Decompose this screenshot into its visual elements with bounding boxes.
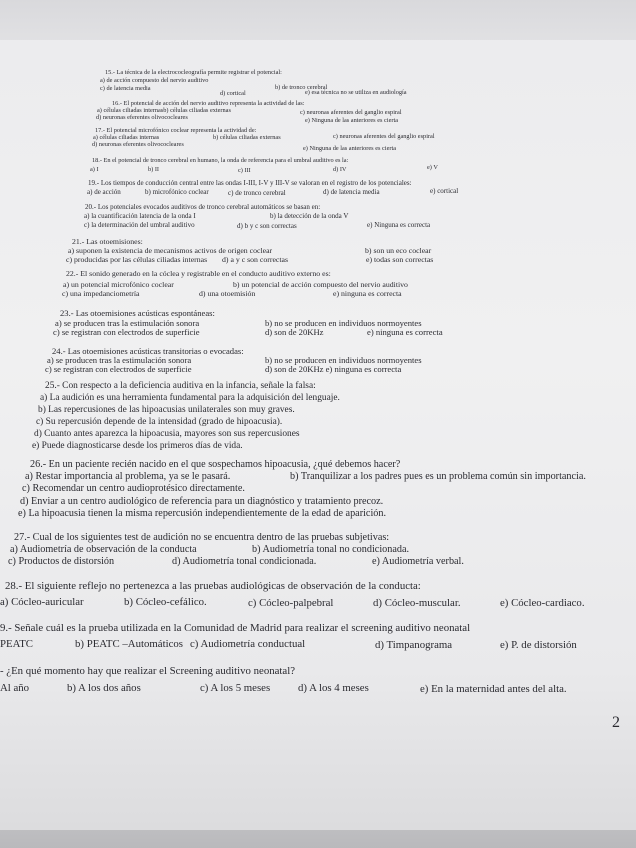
answer-option: e) todas son correctas	[366, 255, 434, 264]
answer-option: b) son un eco coclear	[365, 246, 432, 255]
answer-option: a) La audición es una herramienta fundamental para la adquisición del lenguaje.	[40, 393, 340, 403]
question-prompt: 28.- El siguiente reflejo no pertenezca a las pruebas audiológicas de observación de la conducta:	[5, 580, 421, 592]
answer-option: d) IV	[333, 166, 347, 173]
answer-option: d) A los 4 meses	[298, 682, 369, 694]
answer-option: b) Cócleo-cefálico.	[124, 596, 207, 608]
answer-option: a) células ciliadas internas	[93, 134, 160, 141]
answer-option: c) de latencia media	[100, 85, 151, 92]
answer-option: a) de acción	[87, 188, 121, 196]
answer-option: c) A los 5 meses	[200, 682, 271, 694]
answer-option: e) V	[427, 164, 438, 171]
answer-option: a) de acción compuesto del nervio auditivo	[100, 77, 209, 84]
answer-option: d) Enviar a un centro audiológico de referencia para un diagnóstico y tratamiento precoz.	[20, 496, 384, 507]
answer-option: b) un potencial de acción compuesto del nervio auditivo	[233, 280, 408, 289]
answer-option: c) Productos de distorsión	[8, 556, 115, 567]
question-prompt: - ¿En qué momento hay que realizar el Screening auditivo neonatal?	[0, 665, 295, 677]
question-prompt: 16.- El potencial de acción del nervio auditivo representa la actividad de las:	[112, 100, 305, 107]
question-prompt: 25.- Con respecto a la deficiencia auditiva en la infancia, señale la falsa:	[45, 381, 316, 391]
answer-option: b) II	[148, 166, 160, 173]
answer-option: c) III	[238, 167, 251, 174]
answer-option: e) Ninguna de las anteriores es cierta	[303, 145, 397, 152]
answer-option: e) La hipoacusia tienen la misma repercusión independientemente de la edad de aparición.	[18, 508, 387, 519]
answer-option: e) Ninguna es correcta	[367, 221, 431, 229]
question-prompt: 24.- Las otoemisiones acústicas transitorias o evocadas:	[52, 346, 244, 356]
answer-option: d) Audiometría tonal condicionada.	[172, 556, 317, 567]
question-prompt: 17.- El potencial microfónico coclear representa la actividad de:	[95, 127, 257, 134]
answer-option: b) PEATC –Automáticos	[75, 638, 183, 650]
answer-option: b) Tranquilizar a los padres pues es un problema común sin importancia.	[290, 471, 586, 482]
answer-option: a) suponen la existencia de mecanismos activos de origen coclear	[68, 246, 273, 255]
answer-option: e) Audiometría verbal.	[372, 556, 464, 567]
answer-option: a) se producen tras la estimulación sonora	[55, 318, 200, 328]
answer-option: c) de tronco cerebral	[228, 189, 286, 197]
answer-option: e) Cócleo-cardiaco.	[500, 597, 585, 609]
answer-option: e) Puede diagnosticarse desde los primeros días de vida.	[32, 441, 243, 451]
answer-option: a) Restar importancia al problema, ya se le pasará.	[25, 471, 231, 482]
answer-option: c) se registran con electrodos de superficie	[45, 364, 192, 374]
answer-option: c) Recomendar un centro audioprotésico directamente.	[22, 483, 245, 494]
answer-option: b) no se producen en individuos normoyentes	[265, 355, 422, 365]
answer-option: c) producidas por las células ciliadas internas	[66, 255, 208, 264]
answer-option: a) se producen tras la estimulación sonora	[47, 355, 192, 365]
answer-option: e) cortical	[430, 187, 459, 195]
answer-option: a) Audiometría de observación de la conducta	[10, 544, 197, 555]
answer-option: e) ninguna es correcta	[367, 327, 443, 337]
question-prompt: 9.- Señale cuál es la prueba utilizada en la Comunidad de Madrid para realizar el screening auditivo neonatal	[0, 622, 471, 634]
answer-option: d) a y c son correctas	[222, 255, 289, 264]
page-number: 2	[612, 714, 620, 731]
question-prompt: 26.- En un paciente recién nacido en el que sospechamos hipoacusia, ¿qué debemos hacer?	[30, 459, 401, 470]
answer-option: d) Cuanto antes aparezca la hipoacusia, mayores son sus repercusiones	[34, 429, 300, 439]
answer-option: e) esa técnica no se utiliza en audiología	[305, 89, 407, 96]
answer-option: c) una impedanciometría	[62, 289, 140, 298]
answer-option: b) Audiometría tonal no condicionada.	[252, 544, 410, 555]
answer-option: b) no se producen en individuos normoyentes	[265, 318, 422, 328]
answer-option: e) Ninguna de las anteriores es cierta	[305, 117, 399, 124]
answer-option: d) Cócleo-muscular.	[373, 597, 461, 609]
question-prompt: 20.- Los potenciales evocados auditivos de tronco cerebral automáticos se basan en:	[85, 203, 321, 211]
answer-option: e) En la maternidad antes del alta.	[420, 683, 567, 695]
question-prompt: 15.- La técnica de la electrococleografía permite registrar el potencial:	[105, 69, 282, 76]
answer-option: d) b y c son correctas	[237, 222, 297, 230]
answer-option: d) cortical	[220, 90, 246, 97]
answer-option: e) ninguna es correcta	[333, 289, 402, 298]
answer-option: a) células ciliadas internasb) células ciliadas externas	[97, 107, 231, 114]
answer-option: d) son de 20KHz e) ninguna es correcta	[265, 364, 402, 374]
answer-option: b) microfónico coclear	[145, 188, 209, 196]
answer-option: b) A los dos años	[67, 682, 141, 694]
answer-option: c) Su repercusión depende de la intensidad (grado de hipoacusia).	[36, 417, 283, 427]
answer-option: a) la cuantificación latencia de la onda I	[84, 212, 196, 220]
answer-option: d) de latencia media	[323, 188, 380, 196]
answer-option: c) se registran con electrodos de superficie	[53, 327, 200, 337]
answer-option: a) Cócleo-auricular	[0, 596, 84, 608]
question-prompt: 18.- En el potencial de tronco cerebral en humano, la onda de referencia para el umbral auditivo es la:	[92, 157, 349, 164]
answer-option: b) células ciliadas externas	[213, 134, 281, 141]
answer-option: d) son de 20KHz	[265, 327, 324, 337]
question-prompt: 21.- Las otoemisiones:	[72, 237, 143, 246]
answer-option: b) Las repercusiones de las hipoacusias unilaterales son muy graves.	[38, 405, 295, 415]
answer-option: c) Cócleo-palpebral	[248, 597, 334, 609]
question-prompt: 22.- El sonido generado en la cóclea y registrable en el conducto auditivo externo es:	[66, 269, 331, 278]
answer-option: c) la determinación del umbral auditivo	[84, 221, 195, 229]
answer-option: b) la detección de la onda V	[270, 212, 349, 220]
answer-option: a) I	[90, 166, 99, 173]
answer-option: e) P. de distorsión	[500, 639, 577, 651]
question-prompt: 27.- Cual de los siguientes test de audición no se encuentra dentro de las pruebas subjetivas:	[14, 532, 390, 543]
answer-option: c) Audiometría conductual	[190, 638, 306, 650]
answer-option: d) neuronas eferentes olivococleares	[92, 141, 184, 148]
answer-option: Al año	[0, 682, 30, 694]
question-prompt: 23.- Las otoemisiones acústicas espontáneas:	[60, 308, 215, 318]
question-prompt: 19.- Los tiempos de conducción central entre las ondas I-III, I-V y III-V se valoran en el registro de los potenciales:	[88, 179, 412, 187]
answer-option: b) de tronco cerebral	[275, 84, 328, 91]
answer-option: d) Timpanograma	[375, 639, 453, 651]
answer-option: d) una otoemisión	[199, 289, 256, 298]
answer-option: a) un potencial microfónico coclear	[63, 280, 174, 289]
answer-option: c) neuronas aferentes del ganglio espiral	[333, 133, 435, 140]
answer-option: d) neuronas eferentes olivococleares	[96, 114, 188, 121]
answer-option: PEATC	[0, 638, 33, 650]
answer-option: c) neuronas aferentes del ganglio espiral	[300, 109, 402, 116]
